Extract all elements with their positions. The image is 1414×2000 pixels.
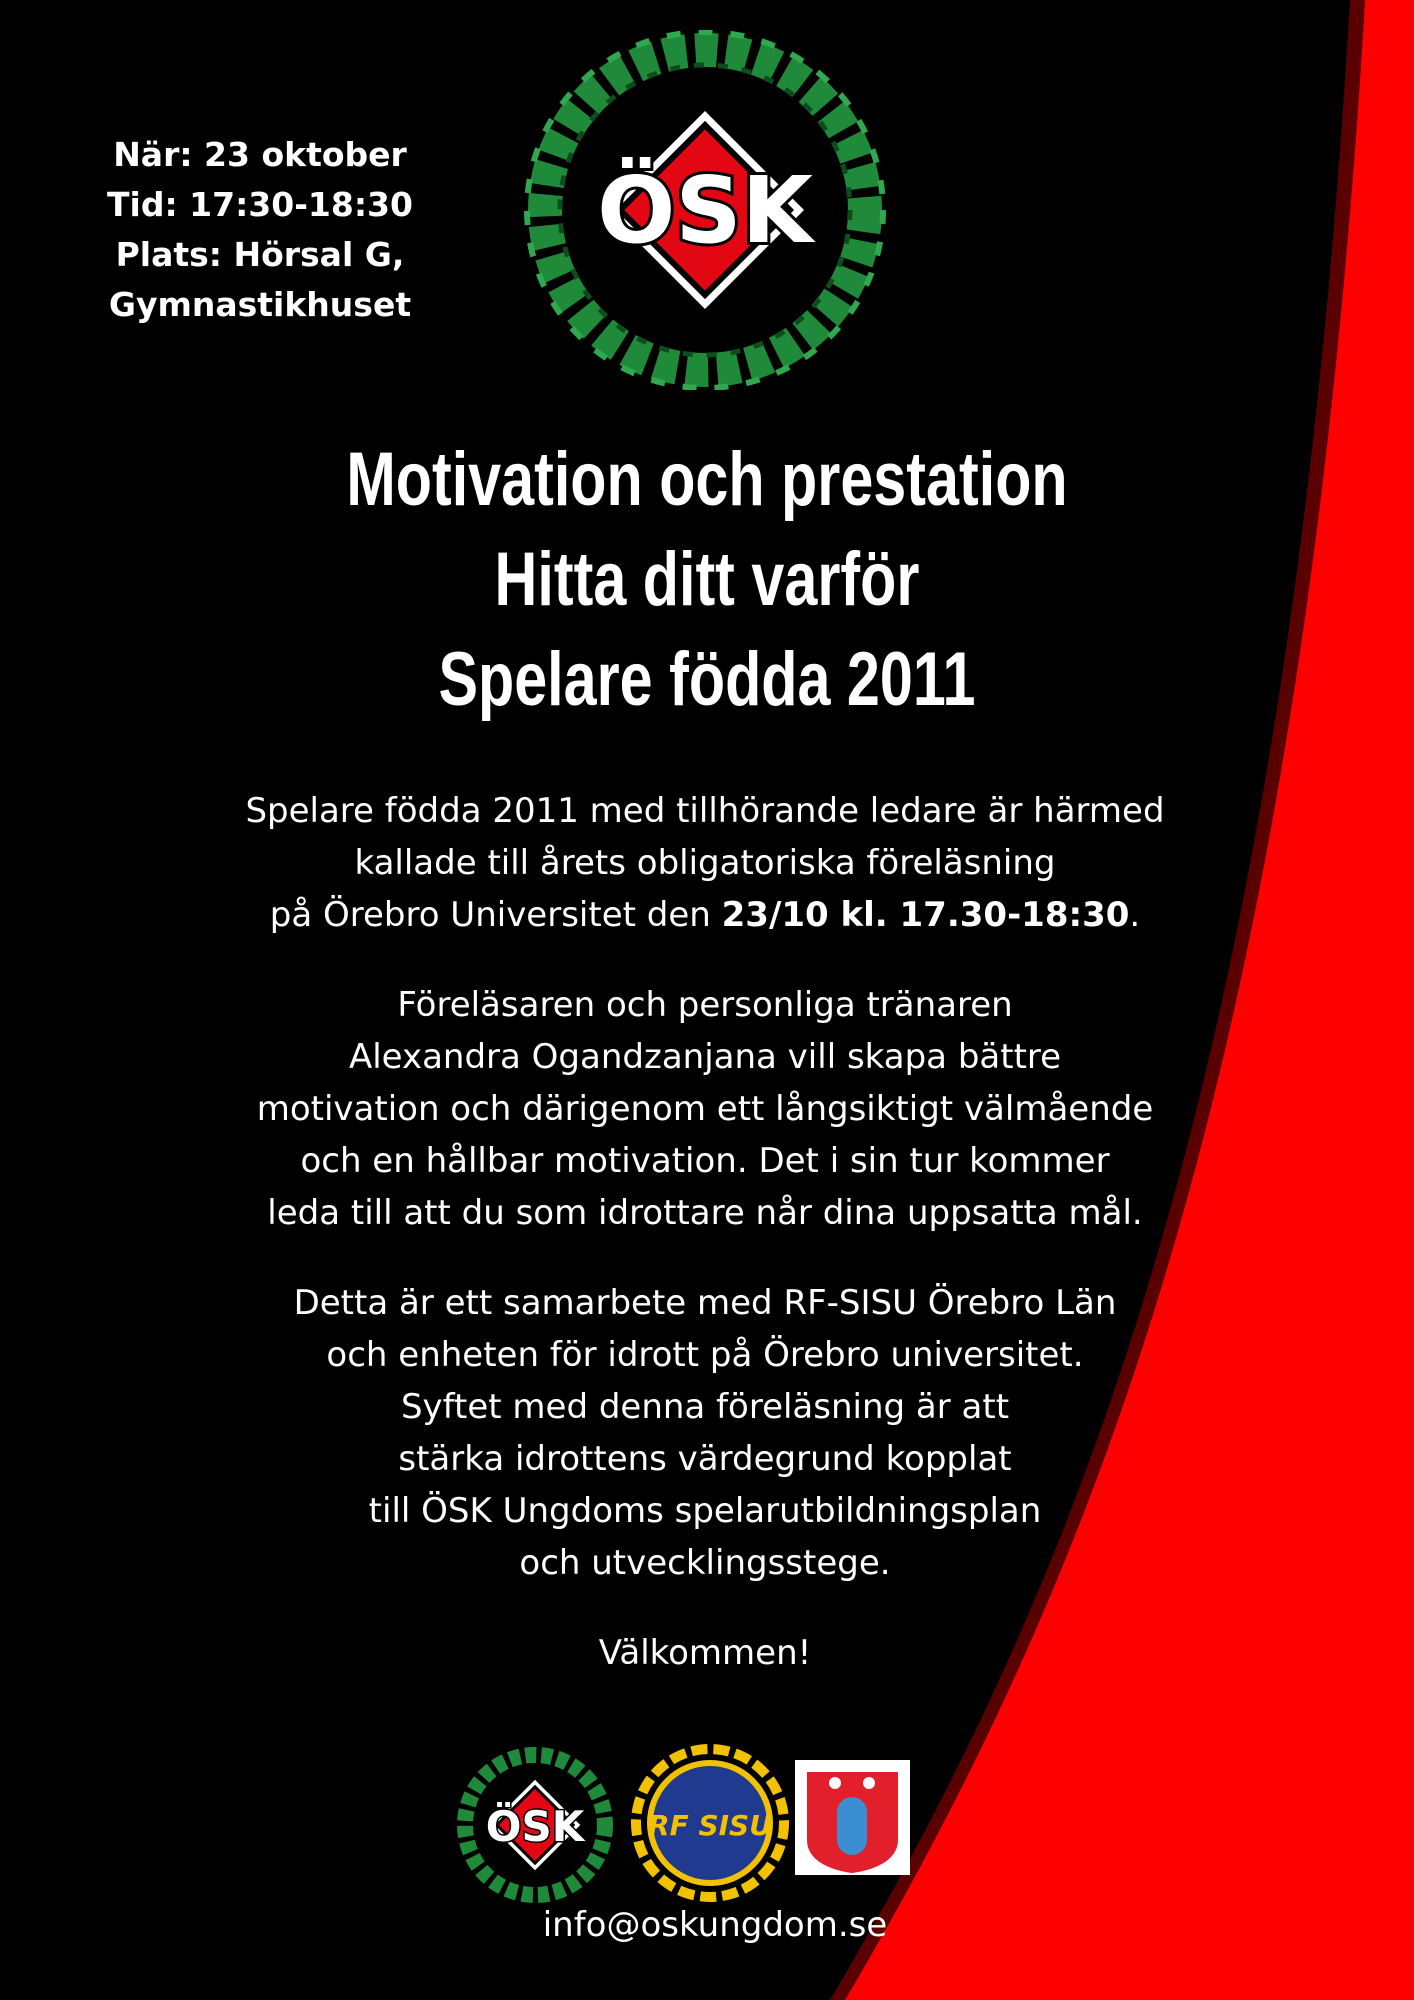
orebro-university-logo — [795, 1760, 910, 1875]
event-place-building: Gymnastikhuset — [108, 285, 412, 324]
osk-logo-text: ÖSK — [597, 157, 813, 264]
invitation-paragraph: Spelare födda 2011 med tillhörande ledare är härmed kallade till årets obligatoriska föreläsning på Örebro Universitet den 23/10 kl. 17.30-18:30. — [245, 791, 1165, 935]
welcome-text: Välkommen! — [598, 1633, 812, 1673]
partner-logos — [455, 1735, 915, 1905]
contact-email[interactable]: info@oskungdom.se — [542, 1905, 888, 1945]
lecturer-paragraph: Föreläsaren och personliga tränaren Alexandra Ogandzanjana vill skapa bättre motivation och därigenom ett långsiktigt välmående och en hållbar motivation. Det i sin tur kommer leda till att du som idrottare når dina uppsatta mål. — [256, 985, 1154, 1233]
event-details — [100, 130, 420, 330]
headline-line-2: Hitta ditt varför — [494, 537, 920, 622]
collaboration-paragraph: Detta är ett samarbete med RF-SISU Örebro Län och enheten för idrott på Örebro universitet. Syftet med denna föreläsning är att stärka idrottens värdegrund kopplat till ÖSK Ungdoms spelarutbildningsplan och utvecklingsstege. — [293, 1283, 1117, 1583]
rf-sisu-logo — [636, 1749, 784, 1897]
event-place: Plats: Hörsal G, — [115, 235, 405, 274]
headline-line-1: Motivation och prestation — [346, 437, 1068, 522]
event-datetime-bold: 23/10 kl. 17.30-18:30 — [721, 895, 1130, 935]
svg-text:RF SISU: RF SISU — [648, 1809, 772, 1842]
svg-text:ÖSK: ÖSK — [485, 1802, 585, 1851]
headline — [156, 430, 1259, 730]
osk-club-logo — [515, 30, 895, 390]
event-time: Tid: 17:30-18:30 — [107, 185, 413, 224]
headline-line-3: Spelare födda 2011 — [438, 637, 976, 722]
osk-small-logo — [465, 1755, 605, 1895]
event-date: När: 23 oktober — [113, 135, 407, 174]
body-text — [180, 785, 1230, 1717]
